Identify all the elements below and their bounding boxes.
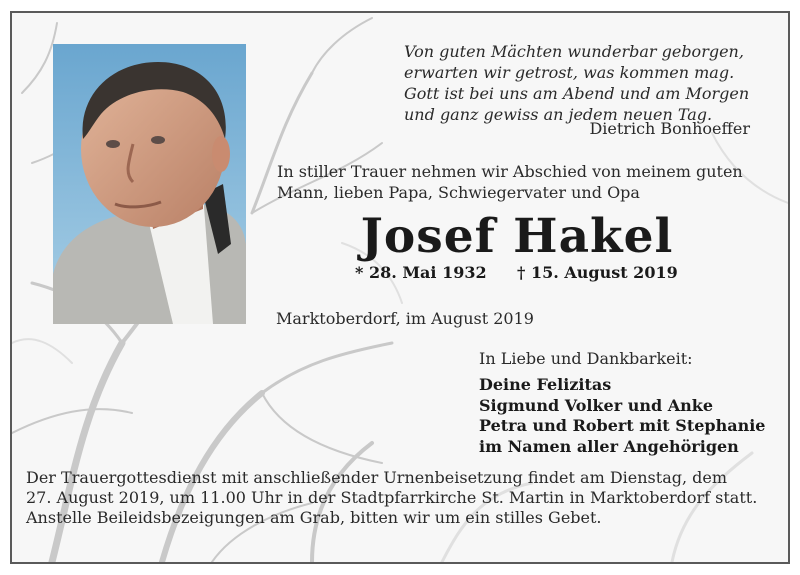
obituary-card <box>10 11 790 564</box>
service-line: 27. August 2019, um 11.00 Uhr in der Stadtpfarrkirche St. Martin in Marktoberdorf statt. <box>26 488 758 507</box>
death-date: † 15. August 2019 <box>517 263 678 282</box>
service-line: Der Trauergottesdienst mit anschließender Urnenbeisetzung findet am Dienstag, dem <box>26 468 728 487</box>
quote-line: erwarten wir getrost, was kommen mag. <box>404 63 735 82</box>
thanks-intro: In Liebe und Dankbarkeit: <box>479 349 693 368</box>
mourners-list <box>479 375 765 457</box>
intro-line: Mann, lieben Papa, Schwiegervater und Opa <box>277 183 640 202</box>
quote <box>404 41 754 125</box>
deceased-name: Josef Hakel <box>360 209 674 264</box>
intro-line: In stiller Trauer nehmen wir Abschied von meinem guten <box>277 162 743 181</box>
service-line: Anstelle Beileidsbezeigungen am Grab, bitten wir um ein stilles Gebet. <box>26 508 602 527</box>
intro-text <box>277 161 757 203</box>
mourner: Deine Felizitas <box>479 375 612 394</box>
quote-line: Gott ist bei uns am Abend und am Morgen <box>404 84 750 103</box>
mourner: Petra und Robert mit Stephanie <box>479 416 766 435</box>
portrait-photo <box>53 44 246 324</box>
service-info <box>26 468 778 528</box>
mourner: im Namen aller Angehörigen <box>479 436 739 456</box>
quote-line: und ganz gewiss an jedem neuen Tag. <box>404 105 713 124</box>
quote-line: Von guten Mächten wunderbar geborgen, <box>404 42 744 61</box>
birth-date: * 28. Mai 1932 <box>355 263 487 282</box>
quote-author: Dietrich Bonhoeffer <box>589 119 750 138</box>
place-date: Marktoberdorf, im August 2019 <box>276 309 534 328</box>
mourner: Sigmund Volker und Anke <box>479 395 714 415</box>
